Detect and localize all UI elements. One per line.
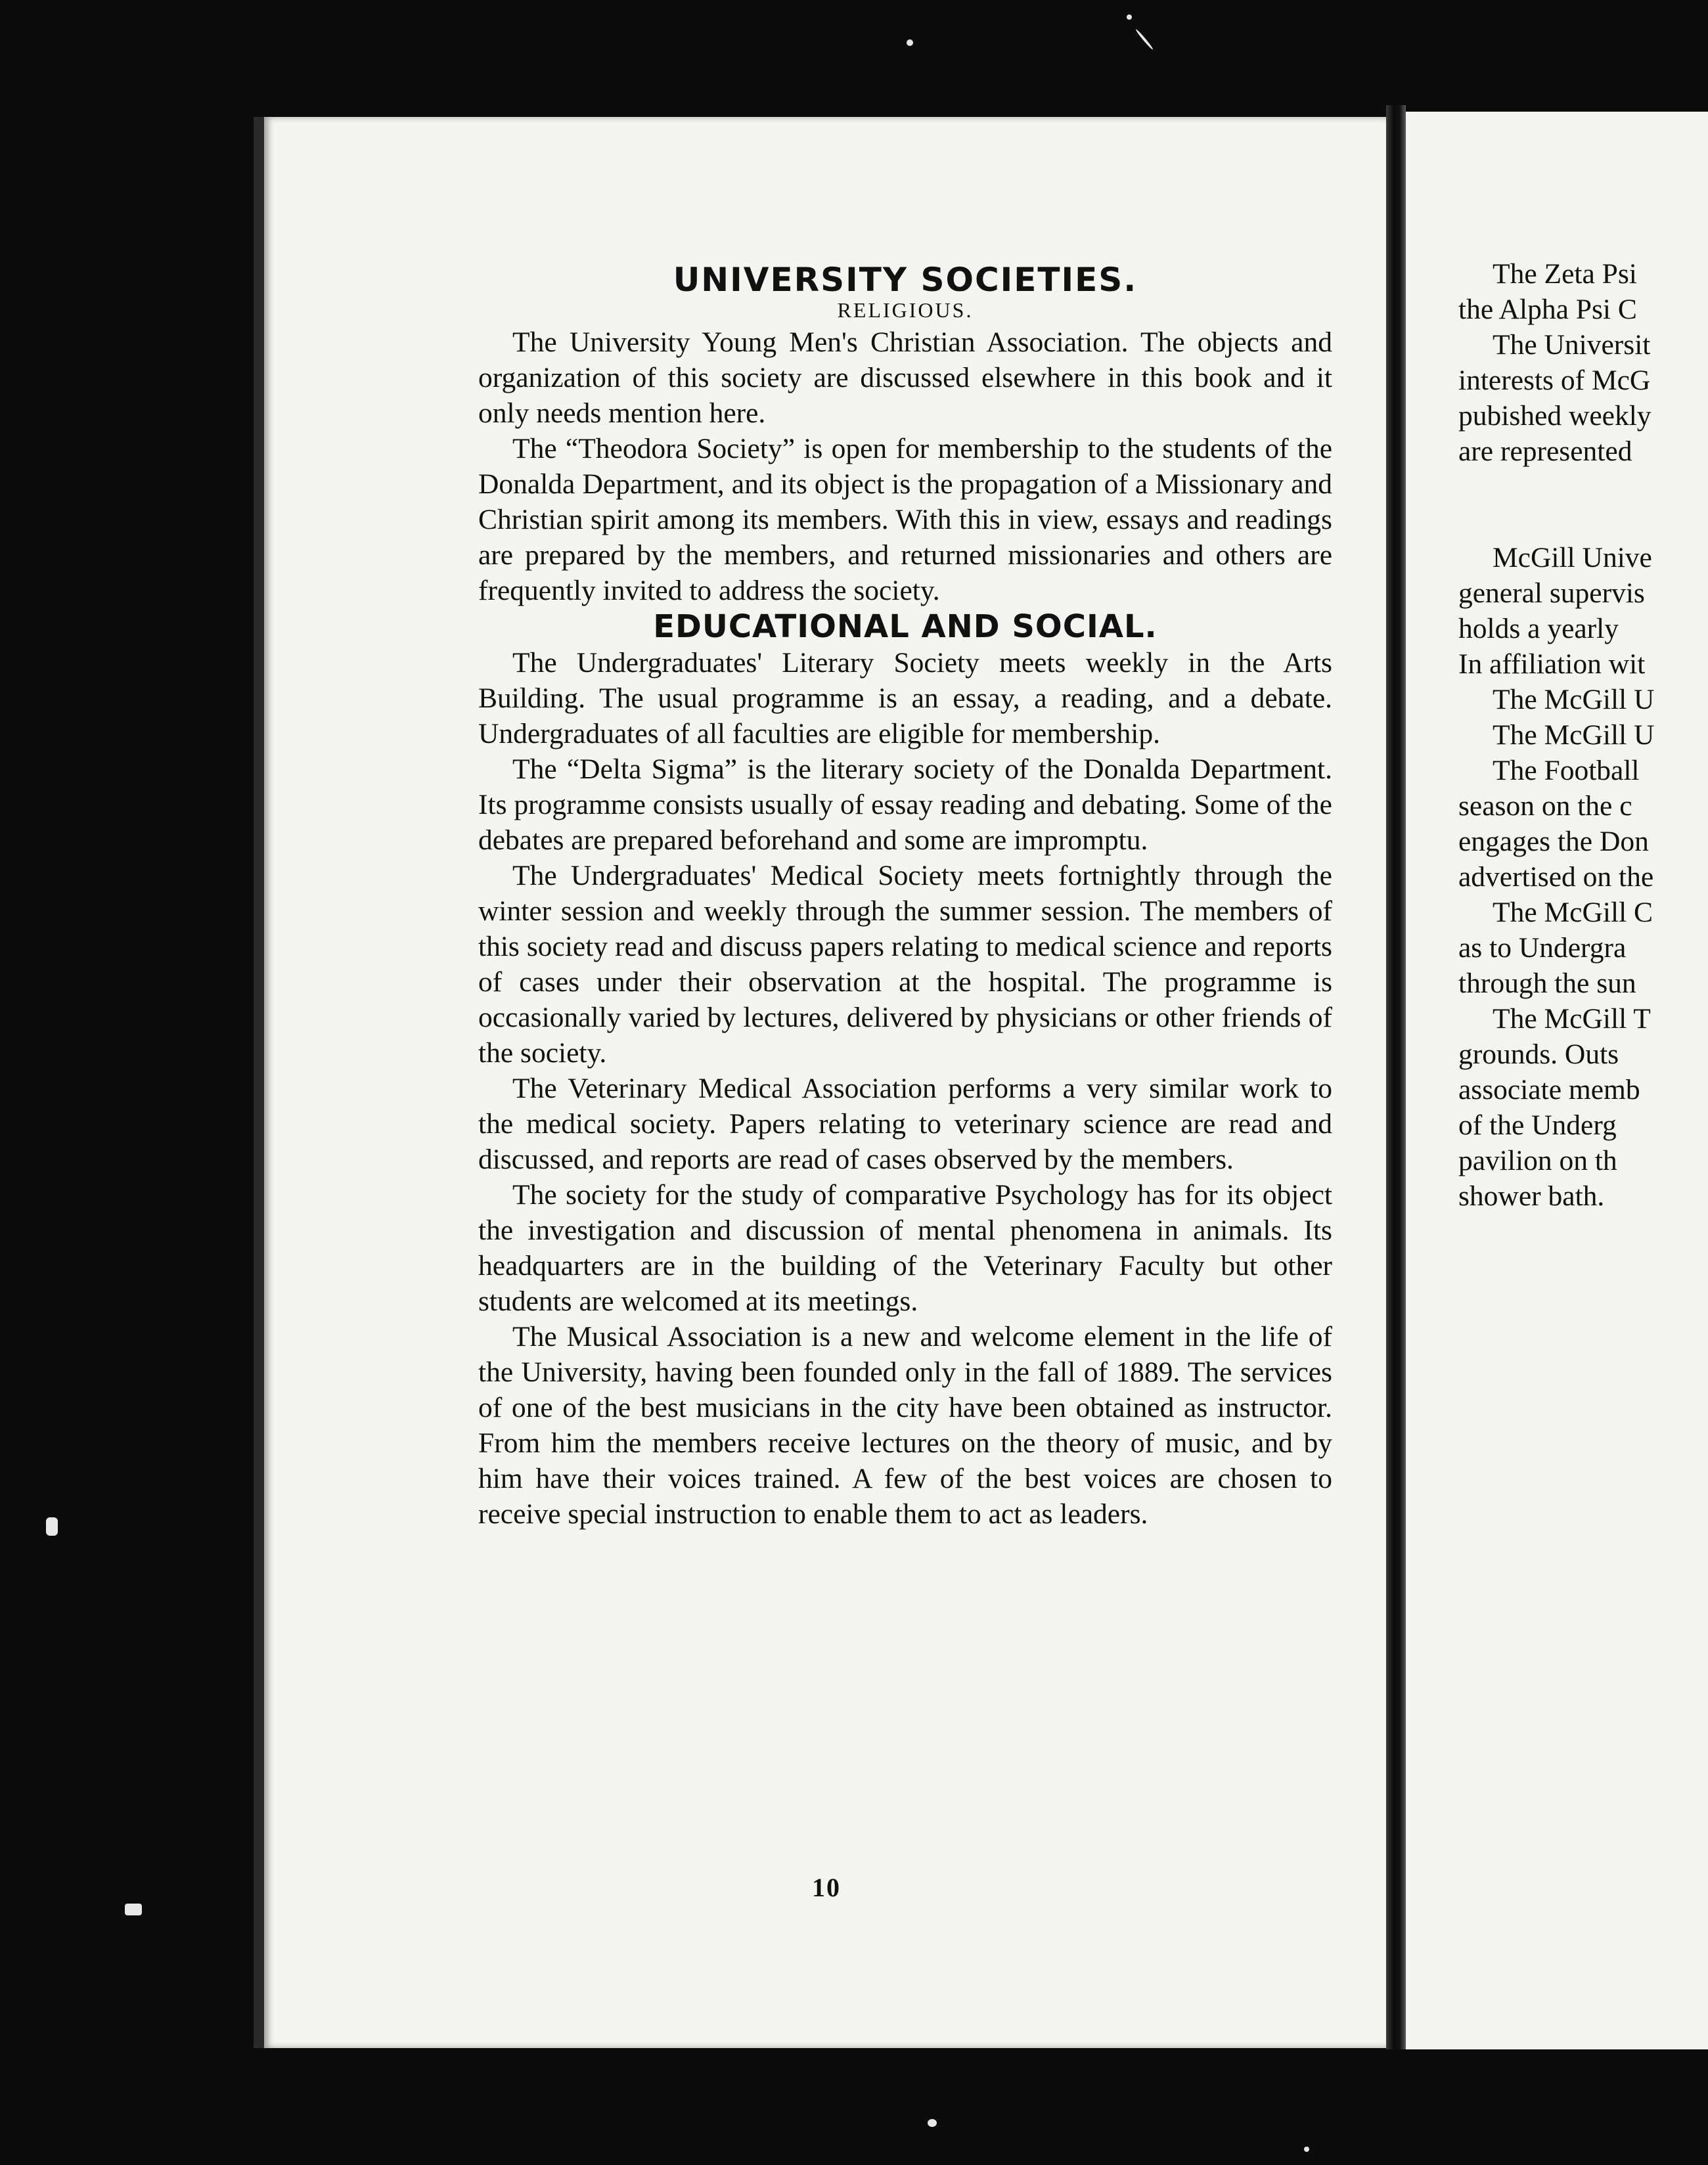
paragraph: The Undergraduates' Medical Society meets fortnightly through the winter session and weekly through the summer session. The members of this society read and discuss papers relating to medical science and reports of cases under their observation at the hospital. The programme is occasionally varied by lectures, delivered by physicians or other friends of the society. — [478, 860, 1332, 1069]
text-line: pavilion on th — [1458, 1145, 1617, 1176]
text-line: In affiliation wit — [1458, 648, 1646, 680]
page-number: 10 — [812, 1873, 841, 1902]
text-line: The McGill C — [1493, 897, 1653, 928]
left-page — [264, 117, 1389, 2048]
educational-paragraphs — [478, 645, 1332, 1532]
paragraph: The Veterinary Medical Association performs a very similar work to the medical society. Papers relating to veterinary science are read and discussed, and reports are read of cases observed by the members. — [478, 1073, 1332, 1175]
book-gutter — [1386, 105, 1406, 2049]
left-text-column — [478, 261, 1332, 1532]
text-line: The Zeta Psi — [1493, 258, 1637, 290]
scan-speck — [1127, 14, 1132, 20]
scan-speck — [907, 39, 913, 46]
section-heading-educational: EDUCATIONAL AND SOCIAL. — [653, 608, 1157, 645]
text-line: the Alpha Psi C — [1458, 294, 1637, 325]
paragraph: The University Young Men's Christian Association. The objects and organization of this society are discussed elsewhere in this book and it only needs mention here. — [478, 326, 1332, 429]
text-line: holds a yearly — [1458, 613, 1619, 644]
paragraph: The society for the study of comparative Psychology has for its object the investigation and discussion of mental phenomena in animals. Its headquarters are in the building of the Veterinary Faculty but other students are welcomed at its meetings. — [478, 1179, 1332, 1317]
text-line: McGill Unive — [1493, 542, 1652, 573]
scan-speck — [1135, 28, 1154, 50]
scan-speck — [46, 1517, 58, 1536]
text-line: through the sun — [1458, 968, 1636, 999]
right-text-column — [1458, 256, 1708, 1214]
text-line: are represented — [1458, 435, 1632, 467]
text-line: The Universit — [1493, 329, 1651, 361]
paragraph: The Musical Association is a new and welcome element in the life of the University, having been founded only in the fall of 1889. The services of one of the best musicians in the city have been obtained as instructor. From him the members receive lectures on the theory of music, and by him have their voices trained. A few of the best voices are chosen to receive special instruction to enable them to act as leaders. — [478, 1321, 1332, 1530]
text-line: general supervis — [1458, 577, 1645, 609]
right-text-block-bottom — [1458, 540, 1708, 1214]
text-line: season on the c — [1458, 790, 1632, 822]
paragraph: The Undergraduates' Literary Society meets weekly in the Arts Building. The usual programme is an essay, a reading, and a debate. Undergraduates of all faculties are eligible for membership. — [478, 647, 1332, 749]
scan-speck — [928, 2119, 937, 2127]
text-line: as to Undergra — [1458, 932, 1627, 964]
text-line: advertised on the — [1458, 861, 1654, 893]
scan-speck — [125, 1904, 142, 1915]
section-subtitle-religious: RELIGIOUS. — [837, 298, 974, 322]
text-line: The Football — [1493, 755, 1640, 786]
text-line: pubished weekly — [1458, 400, 1652, 432]
religious-paragraphs — [478, 324, 1332, 608]
paragraph: The “Theodora Society” is open for membership to the students of the Donalda Department, and its object is the propagation of a Missionary and Christian spirit among its members. With this in view, essays and readings are prepared by the members, and returned missionaries and others are frequently invited to address the society. — [478, 433, 1332, 606]
scan-speck — [1304, 2147, 1309, 2152]
right-page — [1406, 112, 1708, 2049]
paragraph: The “Delta Sigma” is the literary society of the Donalda Department. Its programme consists usually of essay reading and debating. Some of the debates are prepared beforehand and some are impromptu. — [478, 753, 1332, 856]
text-line: shower bath. — [1458, 1180, 1605, 1212]
right-text-block-top — [1458, 256, 1708, 469]
text-line: The McGill U — [1493, 719, 1655, 751]
text-line: grounds. Outs — [1458, 1038, 1619, 1070]
text-line: engages the Don — [1458, 826, 1649, 857]
text-line: associate memb — [1458, 1074, 1640, 1105]
text-line: interests of McG — [1458, 365, 1651, 396]
text-line: of the Underg — [1458, 1109, 1617, 1141]
page-title: UNIVERSITY SOCIETIES. — [673, 261, 1138, 299]
text-line: The McGill U — [1493, 684, 1655, 715]
text-line: The McGill T — [1493, 1003, 1651, 1035]
